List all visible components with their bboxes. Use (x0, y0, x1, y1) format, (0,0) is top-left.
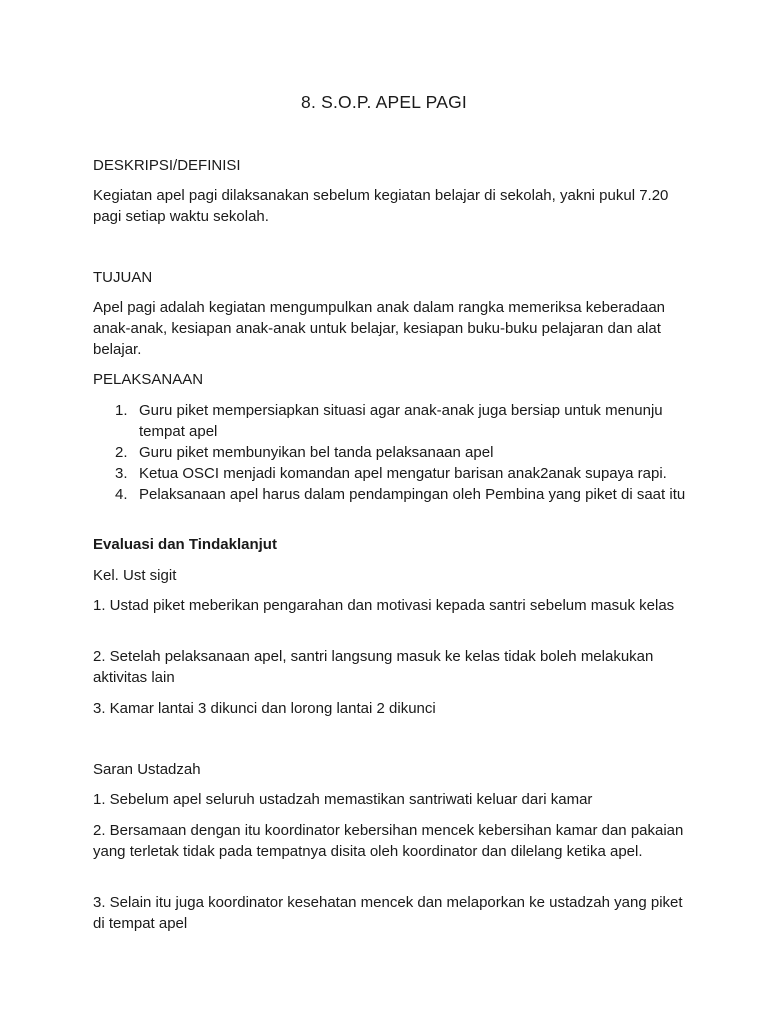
list-item-text: Pelaksanaan apel harus dalam pendampingan oleh Pembina yang piket di saat itu (139, 486, 686, 503)
saran-heading: Saran Ustadzah (93, 761, 201, 778)
tujuan-heading: TUJUAN (93, 269, 153, 286)
deskripsi-heading: DESKRIPSI/DEFINISI (93, 157, 241, 174)
deskripsi-text: Kegiatan apel pagi dilaksanakan sebelum kegiatan belajar di sekolah, yakni pukul 7.20 pagi setiap waktu sekolah. (93, 187, 669, 225)
pelaksanaan-heading: PELAKSANAAN (93, 371, 204, 388)
list-item-number: 3. (115, 465, 128, 482)
evaluasi-item: 1. Ustad piket meberikan pengarahan dan motivasi kepada santri sebelum masuk kelas (93, 597, 675, 614)
list-item (93, 463, 693, 484)
list-item-number: 2. (115, 444, 128, 461)
evaluasi-heading: Evaluasi dan Tindaklanjut (93, 536, 277, 553)
list-item-number: 4. (115, 486, 128, 503)
list-item (93, 442, 693, 463)
document-title: 8. S.O.P. APEL PAGI (301, 92, 467, 112)
list-item (93, 484, 693, 505)
list-item-text: Guru piket mempersiapkan situasi agar anak-anak juga bersiap untuk menunju tempat apel (139, 402, 663, 440)
tujuan-text: Apel pagi adalah kegiatan mengumpulkan anak dalam rangka memeriksa keberadaan anak-anak, kesiapan anak-anak untuk belajar, kesiapan buku-buku pelajaran dan alat belajar. (93, 299, 666, 358)
saran-item: 1. Sebelum apel seluruh ustadzah memastikan santriwati keluar dari kamar (93, 791, 593, 808)
pelaksanaan-list (93, 400, 693, 505)
saran-item: 3. Selain itu juga koordinator kesehatan mencek dan melaporkan ke ustadzah yang piket di tempat apel (93, 894, 683, 932)
evaluasi-subheading: Kel. Ust sigit (93, 567, 177, 584)
list-item-text: Guru piket membunyikan bel tanda pelaksanaan apel (139, 444, 494, 461)
list-item (93, 400, 693, 442)
saran-item: 2. Bersamaan dengan itu koordinator kebersihan mencek kebersihan kamar dan pakaian yang terletak tidak pada tempatnya disita oleh koordinator dan dilelang ketika apel. (93, 822, 684, 860)
list-item-text: Ketua OSCI menjadi komandan apel mengatur barisan anak2anak supaya rapi. (139, 465, 667, 482)
evaluasi-item: 2. Setelah pelaksanaan apel, santri langsung masuk ke kelas tidak boleh melakukan aktivitas lain (93, 648, 654, 686)
evaluasi-item: 3. Kamar lantai 3 dikunci dan lorong lantai 2 dikunci (93, 700, 436, 717)
list-item-number: 1. (115, 402, 128, 419)
